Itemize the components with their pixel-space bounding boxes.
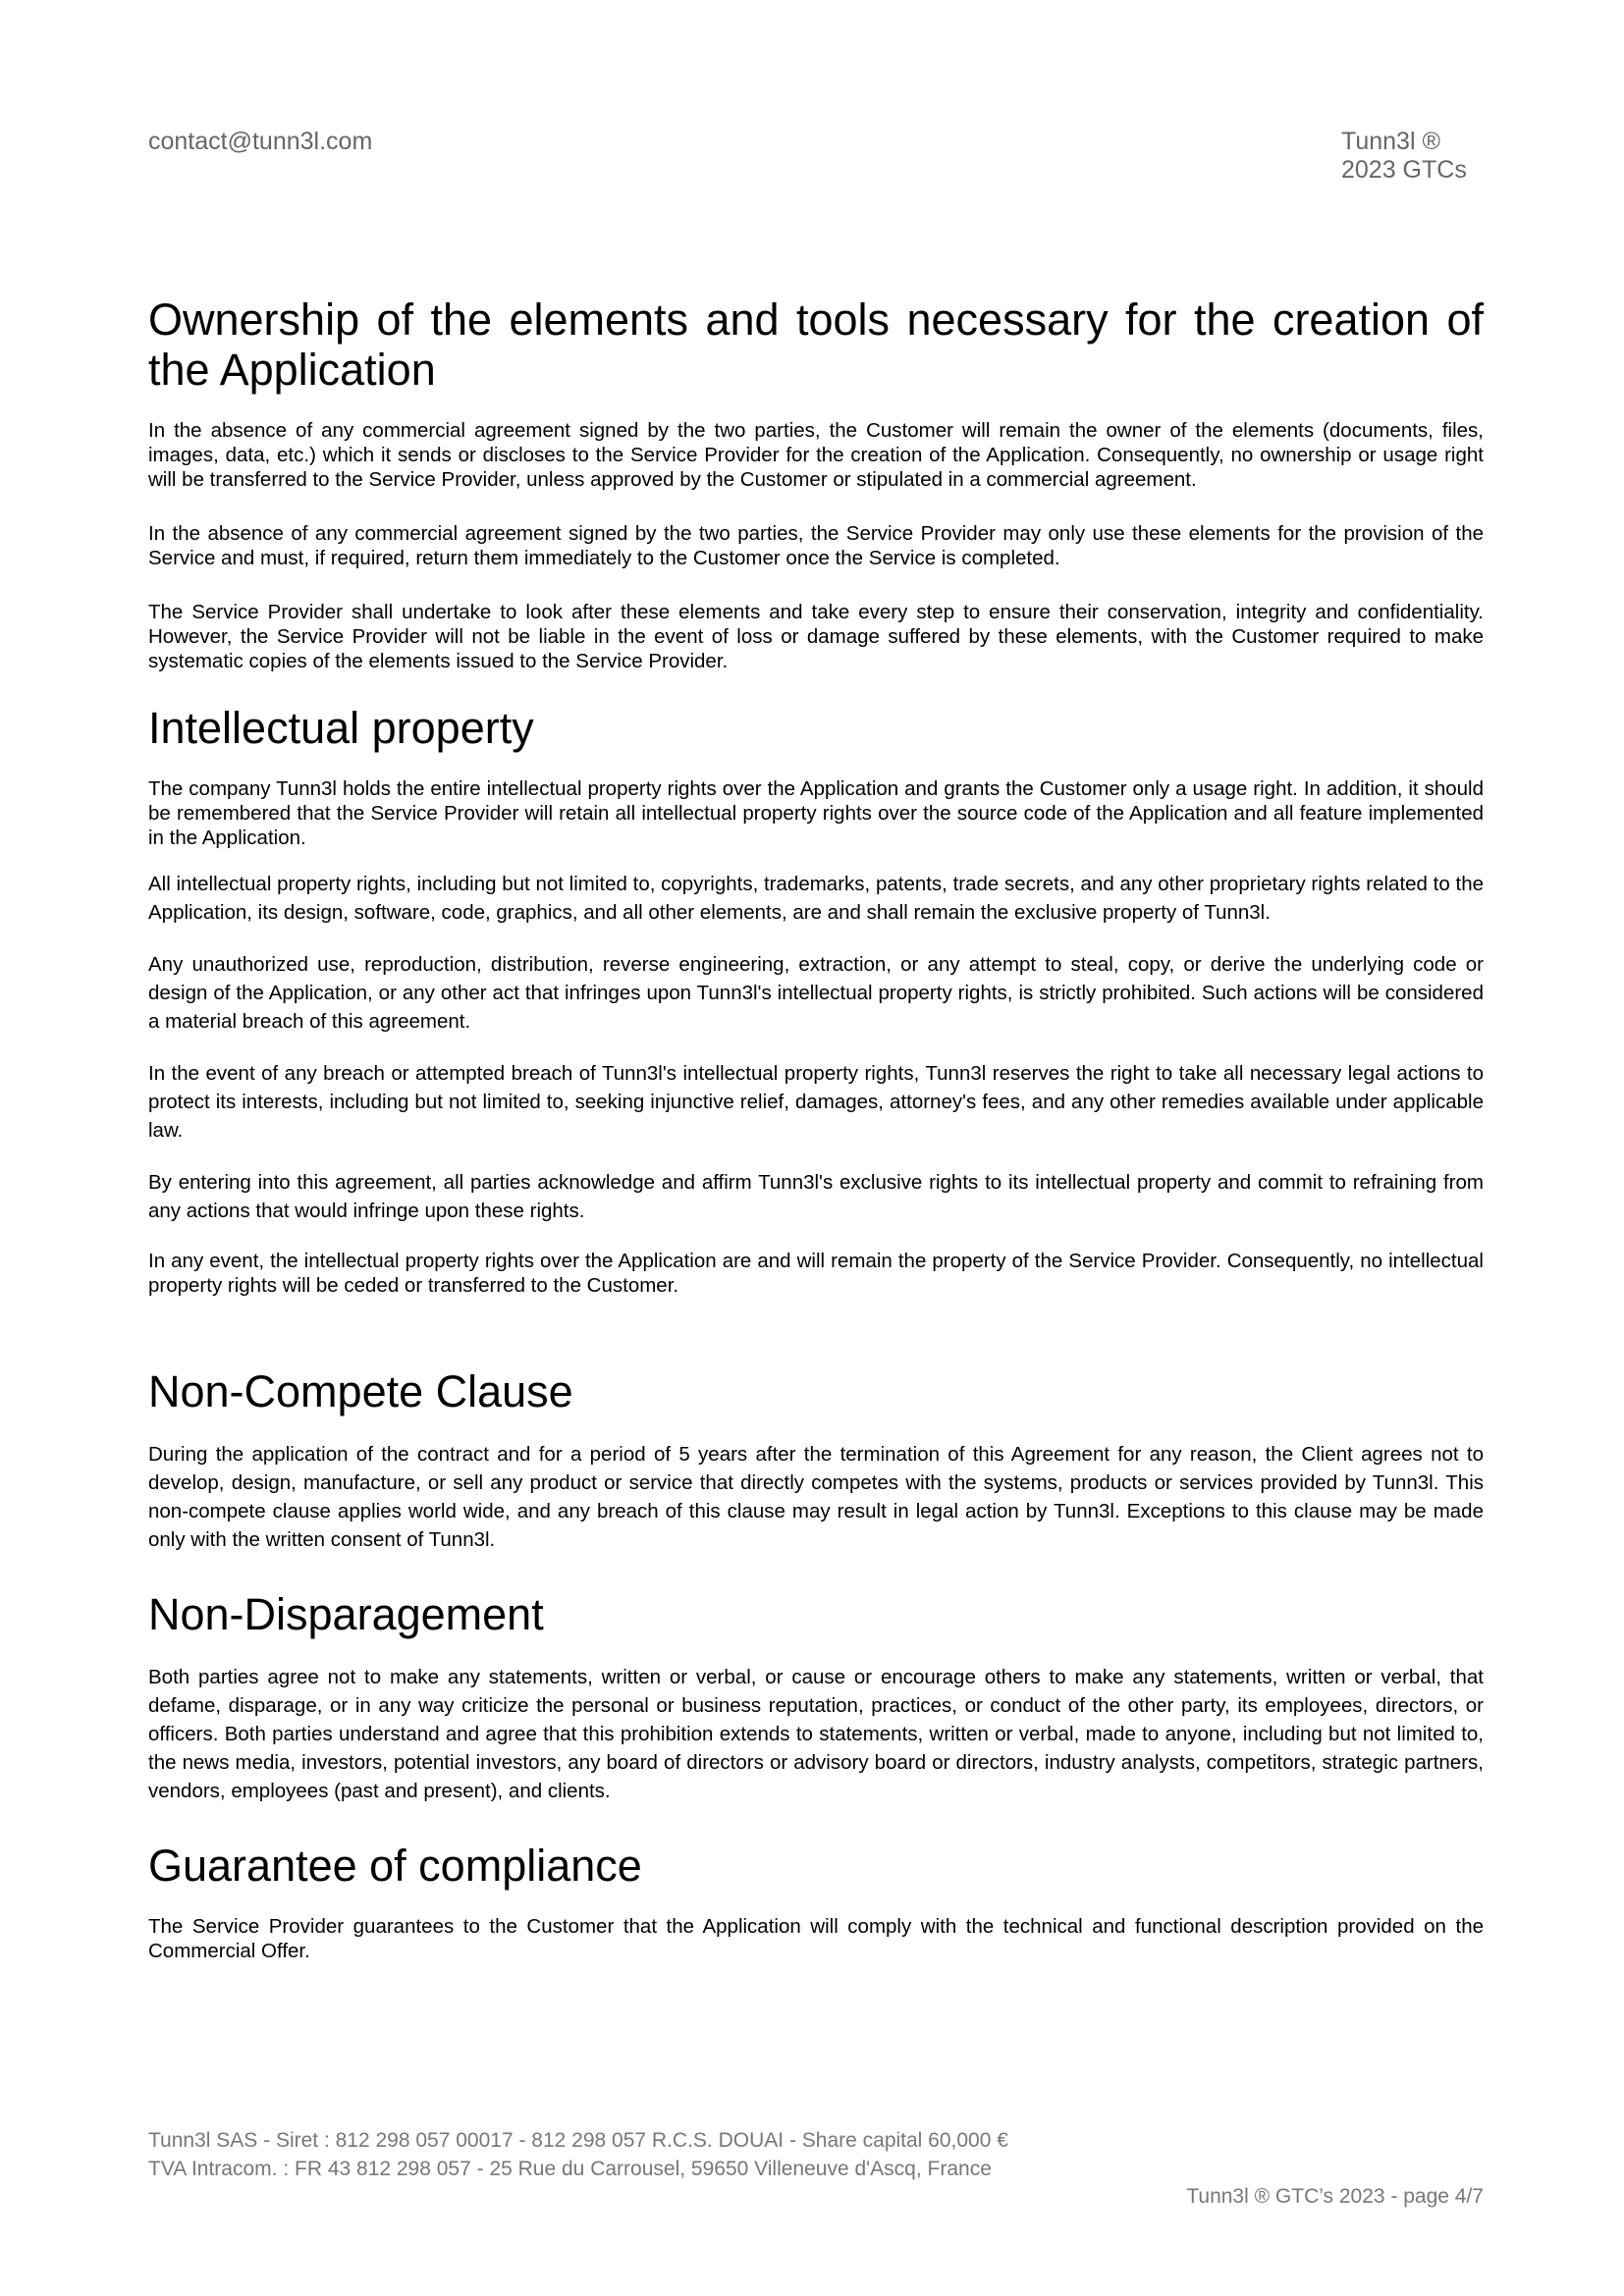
- footer-company-info: [148, 2126, 1008, 2183]
- document-body: [148, 294, 1484, 1993]
- header-brand: Tunn3l ®: [1341, 128, 1440, 155]
- paragraph: In the absence of any commercial agreement signed by the two parties, the Customer will remain the owner of the elements (documents, files, images, data, etc.) which it sends or discloses to the Service Provider for the creation of the Application. Consequently, no ownership or usage right will be transferred to the Service Provider, unless approved by the Customer or stipulated in a commercial agreement.: [148, 419, 1484, 491]
- section-ownership: [148, 294, 1484, 673]
- section-guarantee-compliance: [148, 1841, 1484, 1963]
- footer-page-number: Tunn3l ® GTC’s 2023 - page 4/7: [1186, 2185, 1484, 2208]
- section-title: Non-Compete Clause: [148, 1366, 573, 1416]
- section-title: Ownership of the elements and tools necessary for the creation of the Application: [148, 294, 1484, 395]
- paragraph: In any event, the intellectual property rights over the Application are and will remain the property of the Service Provider. Consequently, no intellectual property rights will be ceded or transferred to the Customer.: [148, 1250, 1484, 1297]
- paragraph: In the event of any breach or attempted breach of Tunn3l's intellectual property rights, Tunn3l reserves the right to take all necessary legal actions to protect its interests, including but not limited to, seeking injunctive relief, damages, attorney's fees, and any other remedies available under applicable law.: [148, 1062, 1484, 1142]
- section-intellectual-property: [148, 703, 1484, 1298]
- footer-line-1: Tunn3l SAS - Siret : 812 298 057 00017 - 812 298 057 R.C.S. DOUAI - Share capital 60,000 €: [148, 2129, 1008, 2152]
- paragraph: All intellectual property rights, including but not limited to, copyrights, trademarks, patents, trade secrets, and any other proprietary rights related to the Application, its design, software, code, graphics, and all other elements, are and shall remain the exclusive property of Tunn3l.: [148, 873, 1484, 924]
- footer-line-2: TVA Intracom. : FR 43 812 298 057 - 25 Rue du Carrousel, 59650 Villeneuve d'Ascq, France: [148, 2158, 992, 2180]
- header-brand-block: [1341, 128, 1467, 185]
- paragraph: By entering into this agreement, all parties acknowledge and affirm Tunn3l's exclusive rights to its intellectual property and commit to refraining from any actions that would infringe upon these rights.: [148, 1171, 1484, 1222]
- section-title: Non-Disparagement: [148, 1589, 544, 1639]
- paragraph: The Service Provider guarantees to the Customer that the Application will comply with the technical and functional description provided on the Commercial Offer.: [148, 1915, 1484, 1962]
- paragraph: The Service Provider shall undertake to look after these elements and take every step to ensure their conservation, integrity and confidentiality. However, the Service Provider will not be liable in the event of loss or damage suffered by these elements, with the Customer required to make systematic copies of the elements issued to the Service Provider.: [148, 601, 1484, 672]
- header-email: contact@tunn3l.com: [148, 128, 373, 155]
- paragraph: Any unauthorized use, reproduction, distribution, reverse engineering, extraction, or any attempt to steal, copy, or derive the underlying code or design of the Application, or any other act that infringes upon Tunn3l's intellectual property rights, is strictly prohibited. Such actions will be considered a material breach of this agreement.: [148, 953, 1484, 1033]
- section-non-compete: [148, 1366, 1484, 1554]
- section-title: Intellectual property: [148, 703, 534, 753]
- paragraph: During the application of the contract and for a period of 5 years after the termination of this Agreement for any reason, the Client agrees not to develop, design, manufacture, or sell any product or service that directly competes with the systems, products or services provided by Tunn3l. This non-compete clause applies world wide, and any breach of this clause may result in legal action by Tunn3l. Exceptions to this clause may be made only with the written consent of Tunn3l.: [148, 1443, 1484, 1551]
- paragraph: The company Tunn3l holds the entire intellectual property rights over the Application and grants the Customer only a usage right. In addition, it should be remembered that the Service Provider will retain all intellectual property rights over the source code of the Application and all feature implemented in the Application.: [148, 777, 1484, 849]
- paragraph: In the absence of any commercial agreement signed by the two parties, the Service Provider may only use these elements for the provision of the Service and must, if required, return them immediately to the Customer once the Service is completed.: [148, 522, 1484, 569]
- section-non-disparagement: [148, 1589, 1484, 1805]
- section-title: Guarantee of compliance: [148, 1841, 642, 1891]
- paragraph: Both parties agree not to make any statements, written or verbal, or cause or encourage others to make any statements, written or verbal, that defame, disparage, or in any way criticize the personal or business reputation, practices, or conduct of the other party, its employees, directors, or officers. Both parties understand and agree that this prohibition extends to statements, written or verbal, made to anyone, including but not limited to, the news media, investors, potential investors, any board of directors or advisory board or directors, industry analysts, competitors, strategic partners, vendors, employees (past and present), and clients.: [148, 1666, 1484, 1802]
- header-doc-label: 2023 GTCs: [1341, 156, 1467, 184]
